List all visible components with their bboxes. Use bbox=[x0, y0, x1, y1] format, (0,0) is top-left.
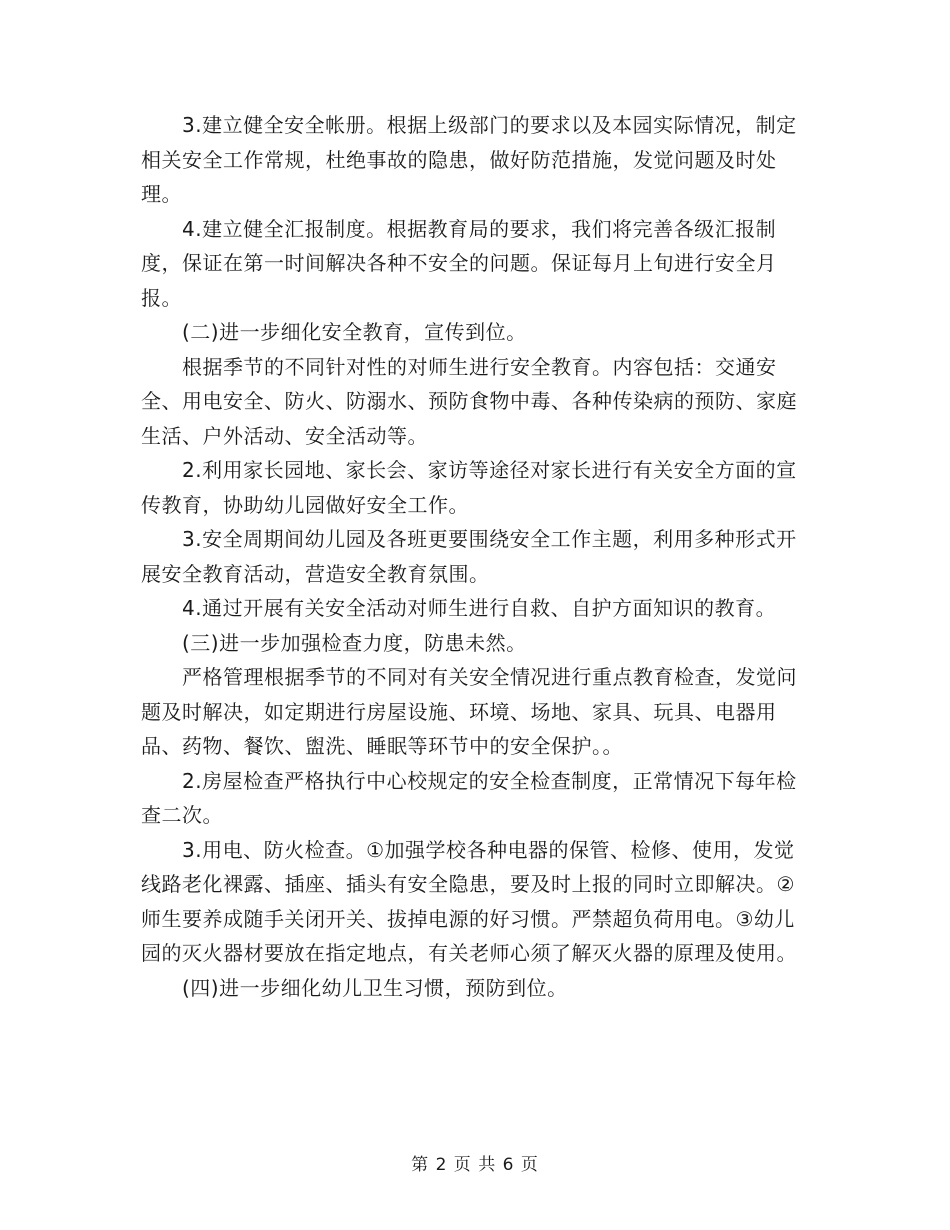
paragraph: 严格管理根据季节的不同对有关安全情况进行重点教育检查，发觉问题及时解决，如定期进行房屋设施、环境、场地、家具、玩具、电器用品、药物、餐饮、盥洗、睡眠等环节中的安全保护。。 bbox=[141, 665, 797, 758]
paragraph: 4.建立健全汇报制度。根据教育局的要求，我们将完善各级汇报制度，保证在第一时间解决各种不安全的问题。保证每月上旬进行安全月报。 bbox=[141, 216, 777, 310]
paragraph: 3.建立健全安全帐册。根据上级部门的要求以及本园实际情况，制定相关安全工作常规，杜绝事故的隐患，做好防范措施，发觉问题及时处理。 bbox=[141, 113, 797, 206]
section-heading: (四)进一步细化幼儿卫生习惯，预防到位。 bbox=[141, 975, 568, 1000]
paragraph: 4.通过开展有关安全活动对师生进行自救、自护方面知识的教育。 bbox=[141, 596, 777, 620]
paragraph: 3.用电、防火检查。①加强学校各种电器的保管、检修、使用，发觉线路老化裸露、插座、插头有安全隐患，要及时上报的同时立即解决。②师生要养成随手关闭开关、拔掉电源的好习惯。严禁超负荷用电。③幼儿园的灭火器材要放在指定地点，有关老师心须了解灭火器的原理及使用。 bbox=[141, 837, 797, 965]
paragraph: 2.房屋检查严格执行中心校规定的安全检查制度，正常情况下每年检查二次。 bbox=[141, 768, 797, 827]
section-heading: (二)进一步细化安全教育，宣传到位。 bbox=[141, 320, 527, 344]
page-number-footer: 第 2 页 共 6 页 bbox=[411, 1155, 539, 1175]
paragraph: 3.安全周期间幼儿园及各班更要围绕安全工作主题，利用多种形式开展安全教育活动，营造安全教育氛围。 bbox=[141, 527, 797, 586]
paragraph: 2.利用家长园地、家长会、家访等途径对家长进行有关安全方面的宣传教育，协助幼儿园做好安全工作。 bbox=[141, 458, 797, 517]
paragraph: 根据季节的不同针对性的对师生进行安全教育。内容包括：交通安全、用电安全、防火、防溺水、预防食物中毒、各种传染病的预防、家庭生活、户外活动、安全活动等。 bbox=[141, 354, 797, 448]
section-heading: (三)进一步加强检查力度，防患未然。 bbox=[141, 630, 527, 655]
document-body bbox=[141, 108, 813, 1005]
